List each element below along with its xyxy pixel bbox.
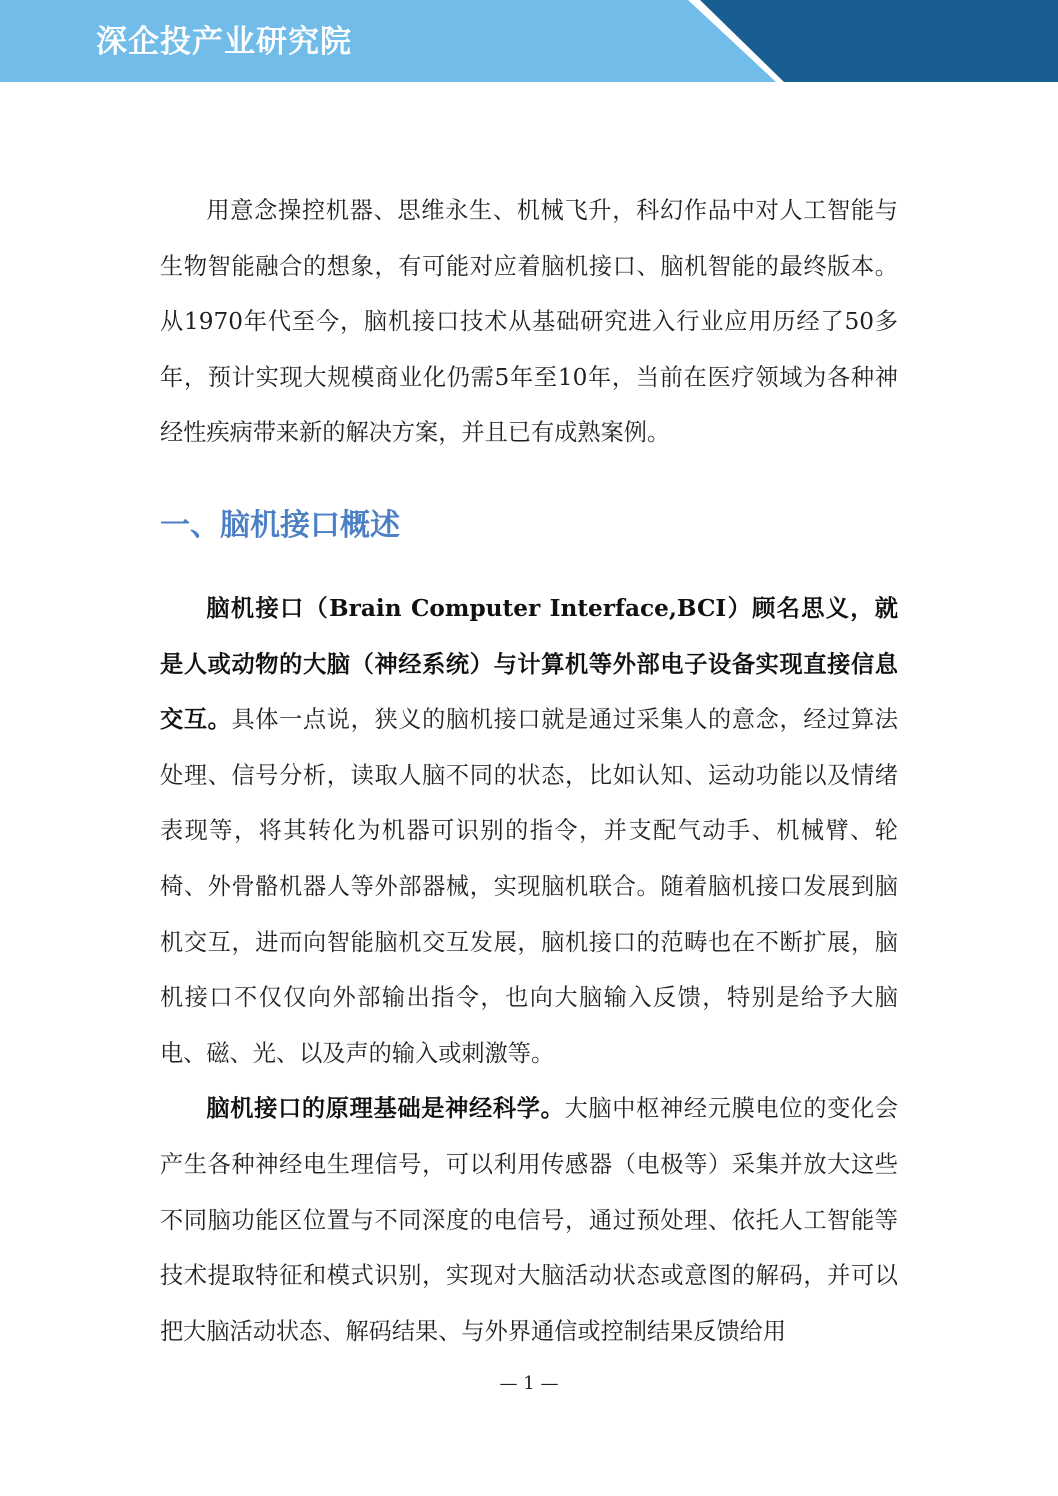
page-body <box>160 183 898 1359</box>
header-banner <box>0 0 1058 82</box>
definition-body: 具体一点说，狭义的脑机接口就是通过采集人的意念，经过算法处理、信号分析，读取人脑不同的状态，比如认知、运动功能以及情绪表现等，将其转化为机器可识别的指令，并支配气动手、机械臂、轮椅、外骨骼机器人等外部器械，实现脑机联合。随着脑机接口发展到脑机交互，进而向智能脑机交互发展，脑机接口的范畴也在不断扩展，脑机接口不仅仅向外部输出指令，也向大脑输入反馈，特别是给予大脑电、磁、光、以及声的输入或刺激等。 <box>160 706 899 1067</box>
definition-bold-lead: 脑机接口（Brain Computer Interface,BCI）顾名思义，就是人或动物的大脑（神经系统）与计算机等外部电子设备实现直接信息交互。 <box>160 594 898 734</box>
principle-bold-lead: 脑机接口的原理基础是神经科学。 <box>206 1095 565 1123</box>
definition-paragraph <box>160 581 898 1081</box>
intro-paragraph: 用意念操控机器、思维永生、机械飞升，科幻作品中对人工智能与生物智能融合的想象，有可能对应着脑机接口、脑机智能的最终版本。从1970年代至今，脑机接口技术从基础研究进入行业应用历经了50多年，预计实现大规模商业化仍需5年至10年，当前在医疗领域为各种神经性疾病带来新的解决方案，并且已有成熟案例。 <box>160 197 898 447</box>
page-number: — 1 — <box>499 1373 559 1394</box>
principle-body: 大脑中枢神经元膜电位的变化会产生各种神经电生理信号，可以利用传感器（电极等）采集并放大这些不同脑功能区位置与不同深度的电信号，通过预处理、依托人工智能等技术提取特征和模式识别，实现对大脑活动状态或意图的解码，并可以把大脑活动状态、解码结果、与外界通信或控制结果反馈给用 <box>160 1095 899 1345</box>
section-heading: 一、脑机接口概述 <box>160 507 400 543</box>
organization-name: 深企投产业研究院 <box>96 24 352 60</box>
principle-paragraph <box>160 1081 898 1359</box>
